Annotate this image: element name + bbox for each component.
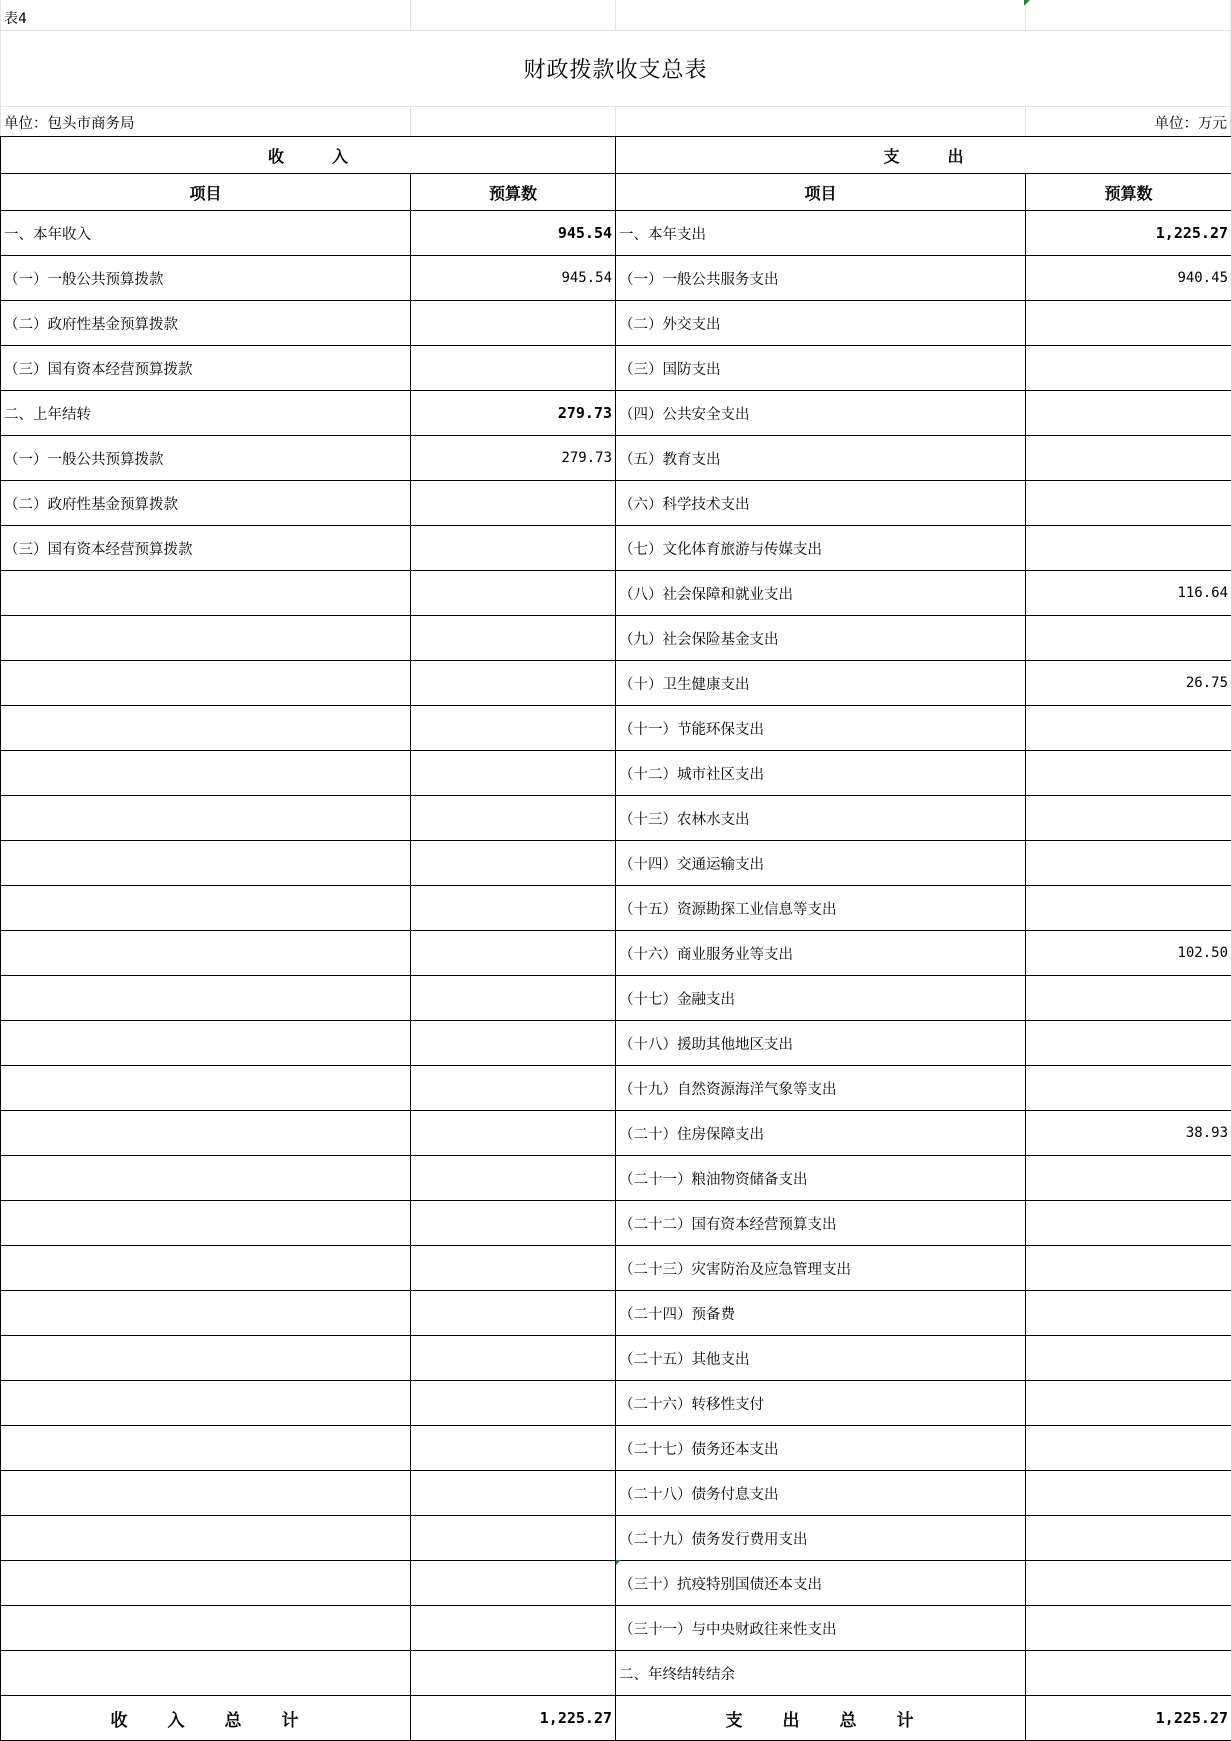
- table-row: [1, 1471, 1231, 1516]
- table-subheader-row: [1, 174, 1231, 211]
- income-item-cell[interactable]: [1, 1111, 411, 1156]
- income-value-cell[interactable]: [411, 1246, 616, 1291]
- income-item-cell[interactable]: [1, 931, 411, 976]
- income-item-cell[interactable]: [1, 571, 411, 616]
- income-item-cell[interactable]: [1, 1336, 411, 1381]
- table-row: [1, 436, 1231, 481]
- income-value-cell[interactable]: [411, 1066, 616, 1111]
- totals-row: [1, 1696, 1231, 1741]
- income-item-cell[interactable]: 二、上年结转: [1, 391, 411, 436]
- expense-value-cell[interactable]: [1026, 1246, 1231, 1291]
- expense-value-cell[interactable]: [1026, 976, 1231, 1021]
- expense-item-cell[interactable]: （十五）资源勘探工业信息等支出: [616, 886, 1026, 931]
- income-item-cell[interactable]: [1, 1201, 411, 1246]
- expense-item-cell[interactable]: （六）科学技术支出: [616, 481, 1026, 526]
- budget-table: [0, 136, 1231, 1741]
- expense-value-cell[interactable]: [1026, 886, 1231, 931]
- table-row: [1, 571, 1231, 616]
- income-item-cell[interactable]: [1, 976, 411, 1021]
- expense-item-cell[interactable]: （九）社会保险基金支出: [616, 616, 1026, 661]
- table-header-row: [1, 137, 1231, 174]
- income-item-cell[interactable]: 一、本年收入: [1, 211, 411, 256]
- table-row: [1, 1381, 1231, 1426]
- expense-item-cell[interactable]: （二十五）其他支出: [616, 1336, 1026, 1381]
- expense-item-cell[interactable]: （二十）住房保障支出: [616, 1111, 1026, 1156]
- income-total-value[interactable]: 1,225.27: [411, 1696, 616, 1741]
- unit-row: [0, 106, 1231, 136]
- income-item-cell[interactable]: [1, 706, 411, 751]
- expense-item-cell[interactable]: （二）外交支出: [616, 301, 1026, 346]
- income-item-cell[interactable]: （三）国有资本经营预算拨款: [1, 346, 411, 391]
- expense-value-cell[interactable]: [1026, 1201, 1231, 1246]
- expense-value-cell[interactable]: 38.93: [1026, 1111, 1231, 1156]
- expense-value-cell[interactable]: [1026, 481, 1231, 526]
- expense-item-cell[interactable]: （十一）节能环保支出: [616, 706, 1026, 751]
- income-item-cell[interactable]: [1, 1021, 411, 1066]
- expense-item-cell[interactable]: （十七）金融支出: [616, 976, 1026, 1021]
- income-value-cell[interactable]: [411, 1021, 616, 1066]
- income-value-cell[interactable]: 279.73: [411, 391, 616, 436]
- expense-item-cell[interactable]: （十）卫生健康支出: [616, 661, 1026, 706]
- income-item-cell[interactable]: [1, 1606, 411, 1651]
- table-row: [1, 706, 1231, 751]
- income-value-cell[interactable]: [411, 526, 616, 571]
- income-budget-header: 预算数: [411, 174, 616, 211]
- income-value-cell[interactable]: 279.73: [411, 436, 616, 481]
- income-item-cell[interactable]: [1, 1291, 411, 1336]
- income-item-cell[interactable]: （一）一般公共预算拨款: [1, 436, 411, 481]
- page-title: 财政拨款收支总表: [0, 30, 1231, 107]
- income-value-cell[interactable]: [411, 1381, 616, 1426]
- expense-value-cell[interactable]: 26.75: [1026, 661, 1231, 706]
- income-item-cell[interactable]: （二）政府性基金预算拨款: [1, 481, 411, 526]
- expense-value-cell[interactable]: [1026, 1066, 1231, 1111]
- income-value-cell[interactable]: [411, 481, 616, 526]
- income-value-cell[interactable]: 945.54: [411, 256, 616, 301]
- table-row: [1, 1111, 1231, 1156]
- expense-value-cell[interactable]: [1026, 1561, 1231, 1606]
- expense-value-cell[interactable]: 1,225.27: [1026, 211, 1231, 256]
- income-value-cell[interactable]: [411, 1606, 616, 1651]
- table-row: [1, 391, 1231, 436]
- expense-value-cell[interactable]: [1026, 706, 1231, 751]
- unit-organization: 单位：包头市商务局: [4, 112, 135, 133]
- income-item-cell[interactable]: [1, 661, 411, 706]
- expense-item-cell[interactable]: （三）国防支出: [616, 346, 1026, 391]
- income-item-cell[interactable]: （一）一般公共预算拨款: [1, 256, 411, 301]
- expense-item-cell[interactable]: （二十八）债务付息支出: [616, 1471, 1026, 1516]
- expense-value-cell[interactable]: 116.64: [1026, 571, 1231, 616]
- unit-currency: 单位：万元: [1155, 112, 1228, 133]
- income-value-cell[interactable]: [411, 1651, 616, 1696]
- income-value-cell[interactable]: [411, 706, 616, 751]
- expense-value-cell[interactable]: [1026, 1651, 1231, 1696]
- expense-item-cell[interactable]: （五）教育支出: [616, 436, 1026, 481]
- expense-value-cell[interactable]: [1026, 1021, 1231, 1066]
- income-value-cell[interactable]: [411, 1561, 616, 1606]
- table-row: [1, 1561, 1231, 1606]
- income-item-cell[interactable]: [1, 1156, 411, 1201]
- table-row: [1, 1291, 1231, 1336]
- expense-item-cell[interactable]: （二十二）国有资本经营预算支出: [616, 1201, 1026, 1246]
- expense-item-cell[interactable]: 二、年终结转结余: [616, 1651, 1026, 1696]
- expense-item-cell[interactable]: （十八）援助其他地区支出: [616, 1021, 1026, 1066]
- expense-item-cell[interactable]: （十六）商业服务业等支出: [616, 931, 1026, 976]
- expense-item-cell[interactable]: （四）公共安全支出: [616, 391, 1026, 436]
- income-item-cell[interactable]: [1, 1381, 411, 1426]
- income-value-cell[interactable]: [411, 1516, 616, 1561]
- expense-item-cell[interactable]: （七）文化体育旅游与传媒支出: [616, 526, 1026, 571]
- income-value-cell[interactable]: [411, 571, 616, 616]
- income-value-cell[interactable]: [411, 346, 616, 391]
- expense-value-cell[interactable]: 940.45: [1026, 256, 1231, 301]
- expense-item-cell[interactable]: （二十一）粮油物资储备支出: [616, 1156, 1026, 1201]
- income-value-cell[interactable]: 945.54: [411, 211, 616, 256]
- expense-value-cell[interactable]: [1026, 301, 1231, 346]
- table-row: [1, 841, 1231, 886]
- income-item-cell[interactable]: [1, 616, 411, 661]
- income-item-cell[interactable]: （三）国有资本经营预算拨款: [1, 526, 411, 571]
- table-row: [1, 751, 1231, 796]
- cell-comment-marker-icon: [1024, 0, 1030, 6]
- expense-item-cell[interactable]: （十二）城市社区支出: [616, 751, 1026, 796]
- expense-value-cell[interactable]: [1026, 1471, 1231, 1516]
- expense-value-cell[interactable]: [1026, 1336, 1231, 1381]
- income-value-cell[interactable]: [411, 751, 616, 796]
- expense-item-cell[interactable]: （八）社会保障和就业支出: [616, 571, 1026, 616]
- table-row: [1, 526, 1231, 571]
- income-value-cell[interactable]: [411, 1201, 616, 1246]
- table-row: [1, 1201, 1231, 1246]
- income-item-cell[interactable]: （二）政府性基金预算拨款: [1, 301, 411, 346]
- sheet-tag-row: [0, 0, 1231, 31]
- table-row: [1, 1021, 1231, 1066]
- expense-item-cell[interactable]: （十四）交通运输支出: [616, 841, 1026, 886]
- expense-item-cell[interactable]: （三十）抗疫特别国债还本支出: [616, 1561, 1026, 1606]
- income-item-cell[interactable]: [1, 1516, 411, 1561]
- income-item-cell[interactable]: [1, 1651, 411, 1696]
- table-row: [1, 1426, 1231, 1471]
- income-item-cell[interactable]: [1, 1426, 411, 1471]
- expense-value-cell[interactable]: [1026, 1426, 1231, 1471]
- expense-value-cell[interactable]: 102.50: [1026, 931, 1231, 976]
- expense-value-cell[interactable]: [1026, 1516, 1231, 1561]
- income-item-cell[interactable]: [1, 886, 411, 931]
- expense-item-cell[interactable]: （二十三）灾害防治及应急管理支出: [616, 1246, 1026, 1291]
- table-row: [1, 1336, 1231, 1381]
- income-value-cell[interactable]: [411, 931, 616, 976]
- sheet-tag: 表4: [4, 8, 27, 28]
- expense-item-cell[interactable]: （二十七）债务还本支出: [616, 1426, 1026, 1471]
- income-item-cell[interactable]: [1, 841, 411, 886]
- table-row: [1, 976, 1231, 1021]
- expense-value-cell[interactable]: [1026, 1156, 1231, 1201]
- income-value-cell[interactable]: [411, 1471, 616, 1516]
- expense-value-cell[interactable]: [1026, 1606, 1231, 1651]
- expense-value-cell[interactable]: [1026, 751, 1231, 796]
- income-value-cell[interactable]: [411, 886, 616, 931]
- table-row: [1, 256, 1231, 301]
- income-value-cell[interactable]: [411, 616, 616, 661]
- income-value-cell[interactable]: [411, 1156, 616, 1201]
- expense-header: 支 出: [616, 137, 1231, 174]
- table-row: [1, 1156, 1231, 1201]
- expense-item-cell[interactable]: （三十一）与中央财政往来性支出: [616, 1606, 1026, 1651]
- table-row: [1, 1246, 1231, 1291]
- income-value-cell[interactable]: [411, 1291, 616, 1336]
- table-row: [1, 1516, 1231, 1561]
- income-value-cell[interactable]: [411, 841, 616, 886]
- expense-item-cell[interactable]: （十三）农林水支出: [616, 796, 1026, 841]
- income-total-label[interactable]: 收 入 总 计: [1, 1696, 411, 1741]
- expense-item-cell[interactable]: 一、本年支出: [616, 211, 1026, 256]
- expense-budget-header: 预算数: [1026, 174, 1231, 211]
- table-row: [1, 1066, 1231, 1111]
- income-item-cell[interactable]: [1, 1066, 411, 1111]
- income-value-cell[interactable]: [411, 1336, 616, 1381]
- expense-item-cell[interactable]: （二十四）预备费: [616, 1291, 1026, 1336]
- expense-value-cell[interactable]: [1026, 346, 1231, 391]
- table-row: [1, 616, 1231, 661]
- expense-item-cell[interactable]: （十九）自然资源海洋气象等支出: [616, 1066, 1026, 1111]
- expense-item-header: 项目: [616, 174, 1026, 211]
- income-value-cell[interactable]: [411, 661, 616, 706]
- table-row: [1, 796, 1231, 841]
- expense-total-value[interactable]: 1,225.27: [1026, 1696, 1231, 1741]
- table-row: [1, 1651, 1231, 1696]
- expense-item-cell[interactable]: （二十九）债务发行费用支出: [616, 1516, 1026, 1561]
- income-item-cell[interactable]: [1, 751, 411, 796]
- income-value-cell[interactable]: [411, 1426, 616, 1471]
- expense-value-cell[interactable]: [1026, 796, 1231, 841]
- table-row: [1, 346, 1231, 391]
- expense-value-cell[interactable]: [1026, 1381, 1231, 1426]
- table-row: [1, 1606, 1231, 1651]
- table-row: [1, 301, 1231, 346]
- table-row: [1, 211, 1231, 256]
- cell-comment-marker-icon: [616, 1560, 621, 1565]
- income-value-cell[interactable]: [411, 301, 616, 346]
- expense-value-cell[interactable]: [1026, 436, 1231, 481]
- expense-item-cell[interactable]: （二十六）转移性支付: [616, 1381, 1026, 1426]
- expense-value-cell[interactable]: [1026, 526, 1231, 571]
- income-item-cell[interactable]: [1, 1471, 411, 1516]
- income-item-header: 项目: [1, 174, 411, 211]
- income-value-cell[interactable]: [411, 976, 616, 1021]
- table-row: [1, 931, 1231, 976]
- income-item-cell[interactable]: [1, 796, 411, 841]
- income-item-cell[interactable]: [1, 1246, 411, 1291]
- expense-total-label[interactable]: 支 出 总 计: [616, 1696, 1026, 1741]
- expense-value-cell[interactable]: [1026, 616, 1231, 661]
- expense-item-cell[interactable]: （一）一般公共服务支出: [616, 256, 1026, 301]
- income-value-cell[interactable]: [411, 1111, 616, 1156]
- income-item-cell[interactable]: [1, 1561, 411, 1606]
- expense-value-cell[interactable]: [1026, 391, 1231, 436]
- income-header: 收 入: [1, 137, 616, 174]
- table-row: [1, 886, 1231, 931]
- table-row: [1, 661, 1231, 706]
- table-row: [1, 481, 1231, 526]
- expense-value-cell[interactable]: [1026, 841, 1231, 886]
- expense-value-cell[interactable]: [1026, 1291, 1231, 1336]
- income-value-cell[interactable]: [411, 796, 616, 841]
